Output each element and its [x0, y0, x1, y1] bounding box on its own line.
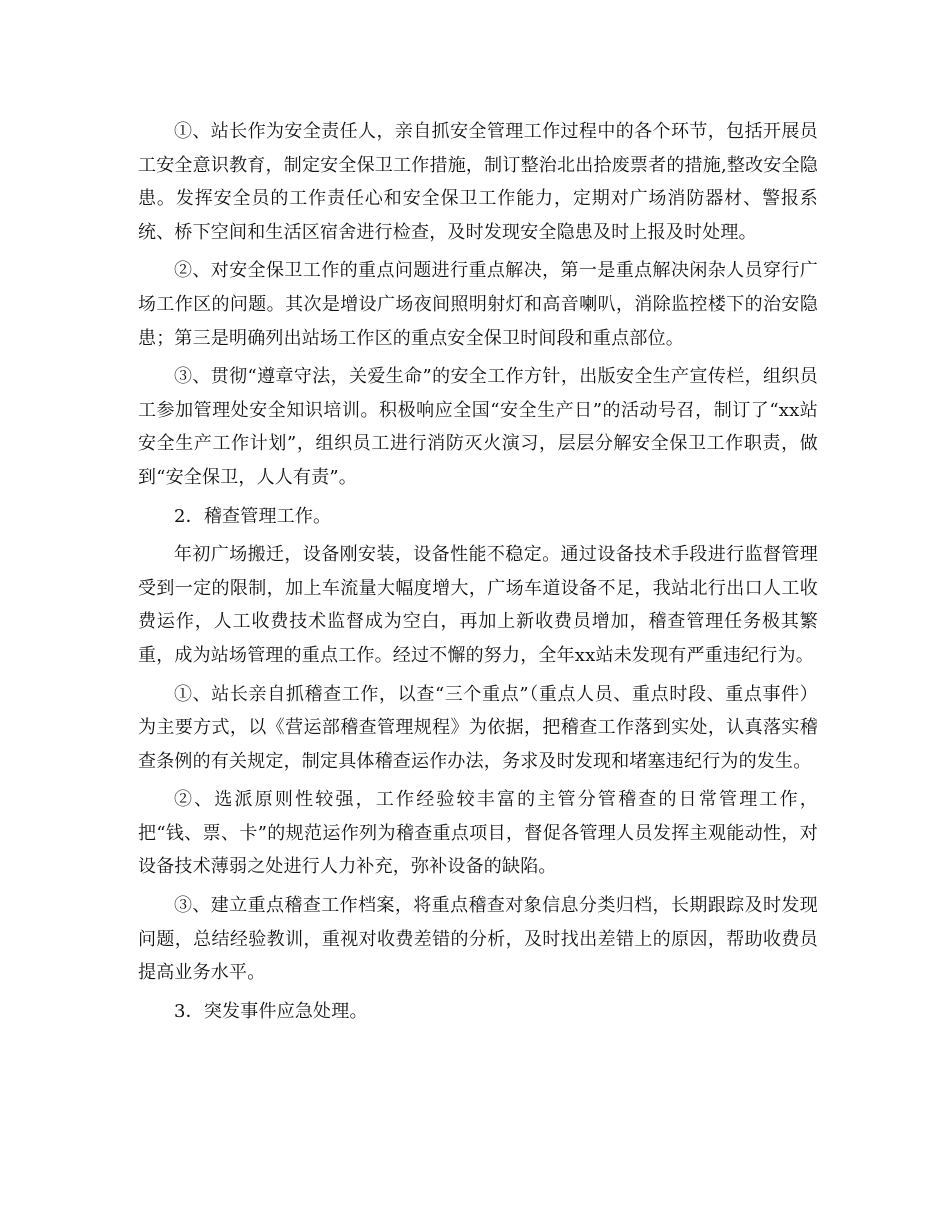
- paragraph-safety-policy: ③、贯彻“遵章守法，关爱生命”的安全工作方针，出版安全生产宣传栏，组织员工参加管理处安全知识培训。积极响应全国“安全生产日”的活动号召，制订了“xx站安全生产工作计划”，组织员工进行消防灭火演习，层层分解安全保卫工作职责，做到“安全保卫，人人有责”。: [138, 366, 818, 488]
- section-heading-inspection: 2．稽查管理工作。: [174, 505, 332, 527]
- paragraph-inspection-method: ①、站长亲自抓稽查工作，以查“三个重点”（重点人员、重点时段、重点事件）为主要方式，以《营运部稽查管理规程》为依据，把稽查工作落到实处，认真落实稽查条例的有关规定，制定具体稽查运作办法，务求及时发现和堵塞违纪行为的发生。: [138, 683, 818, 772]
- paragraph-inspection-overview: 年初广场搬迁，设备刚安装，设备性能不稳定。通过设备技术手段进行监督管理受到一定的限制，加上车流量大幅度增大，广场车道设备不足，我站北行出口人工收费运作，人工收费技术监督成为空白，再加上新收费员增加，稽查管理任务极其繁重，成为站场管理的重点工作。经过不懈的努力，全年xx站未发现有严重违纪行为。: [138, 544, 818, 666]
- section-heading-emergency: 3．突发事件应急处理。: [174, 1000, 368, 1022]
- paragraph-inspection-archive: ③、建立重点稽查工作档案，将重点稽查对象信息分类归档，长期跟踪及时发现问题，总结经验教训，重视对收费差错的分析，及时找出差错上的原因，帮助收费员提高业务水平。: [138, 895, 818, 984]
- paragraph-key-safety-issues: ②、对安全保卫工作的重点问题进行重点解决，第一是重点解决闲杂人员穿行广场工作区的问题。其次是增设广场夜间照明射灯和高音喇叭，消除监控楼下的治安隐患；第三是明确列出站场工作区的重点安全保卫时间段和重点部位。: [138, 260, 818, 349]
- document-page: [138, 115, 818, 1033]
- paragraph-inspection-staff: ②、选派原则性较强，工作经验较丰富的主管分管稽查的日常管理工作，把“钱、票、卡”的规范运作列为稽查重点项目，督促各管理人员发挥主观能动性，对设备技术薄弱之处进行人力补充，弥补设备的缺陷。: [138, 789, 818, 878]
- paragraph-safety-responsibility: ①、站长作为安全责任人，亲自抓安全管理工作过程中的各个环节，包括开展员工安全意识教育，制定安全保卫工作措施，制订整治北出拾废票者的措施,整改安全隐患。发挥安全员的工作责任心和安全保卫工作能力，定期对广场消防器材、警报系统、桥下空间和生活区宿舍进行检查，及时发现安全隐患及时上报及时处理。: [138, 121, 818, 243]
